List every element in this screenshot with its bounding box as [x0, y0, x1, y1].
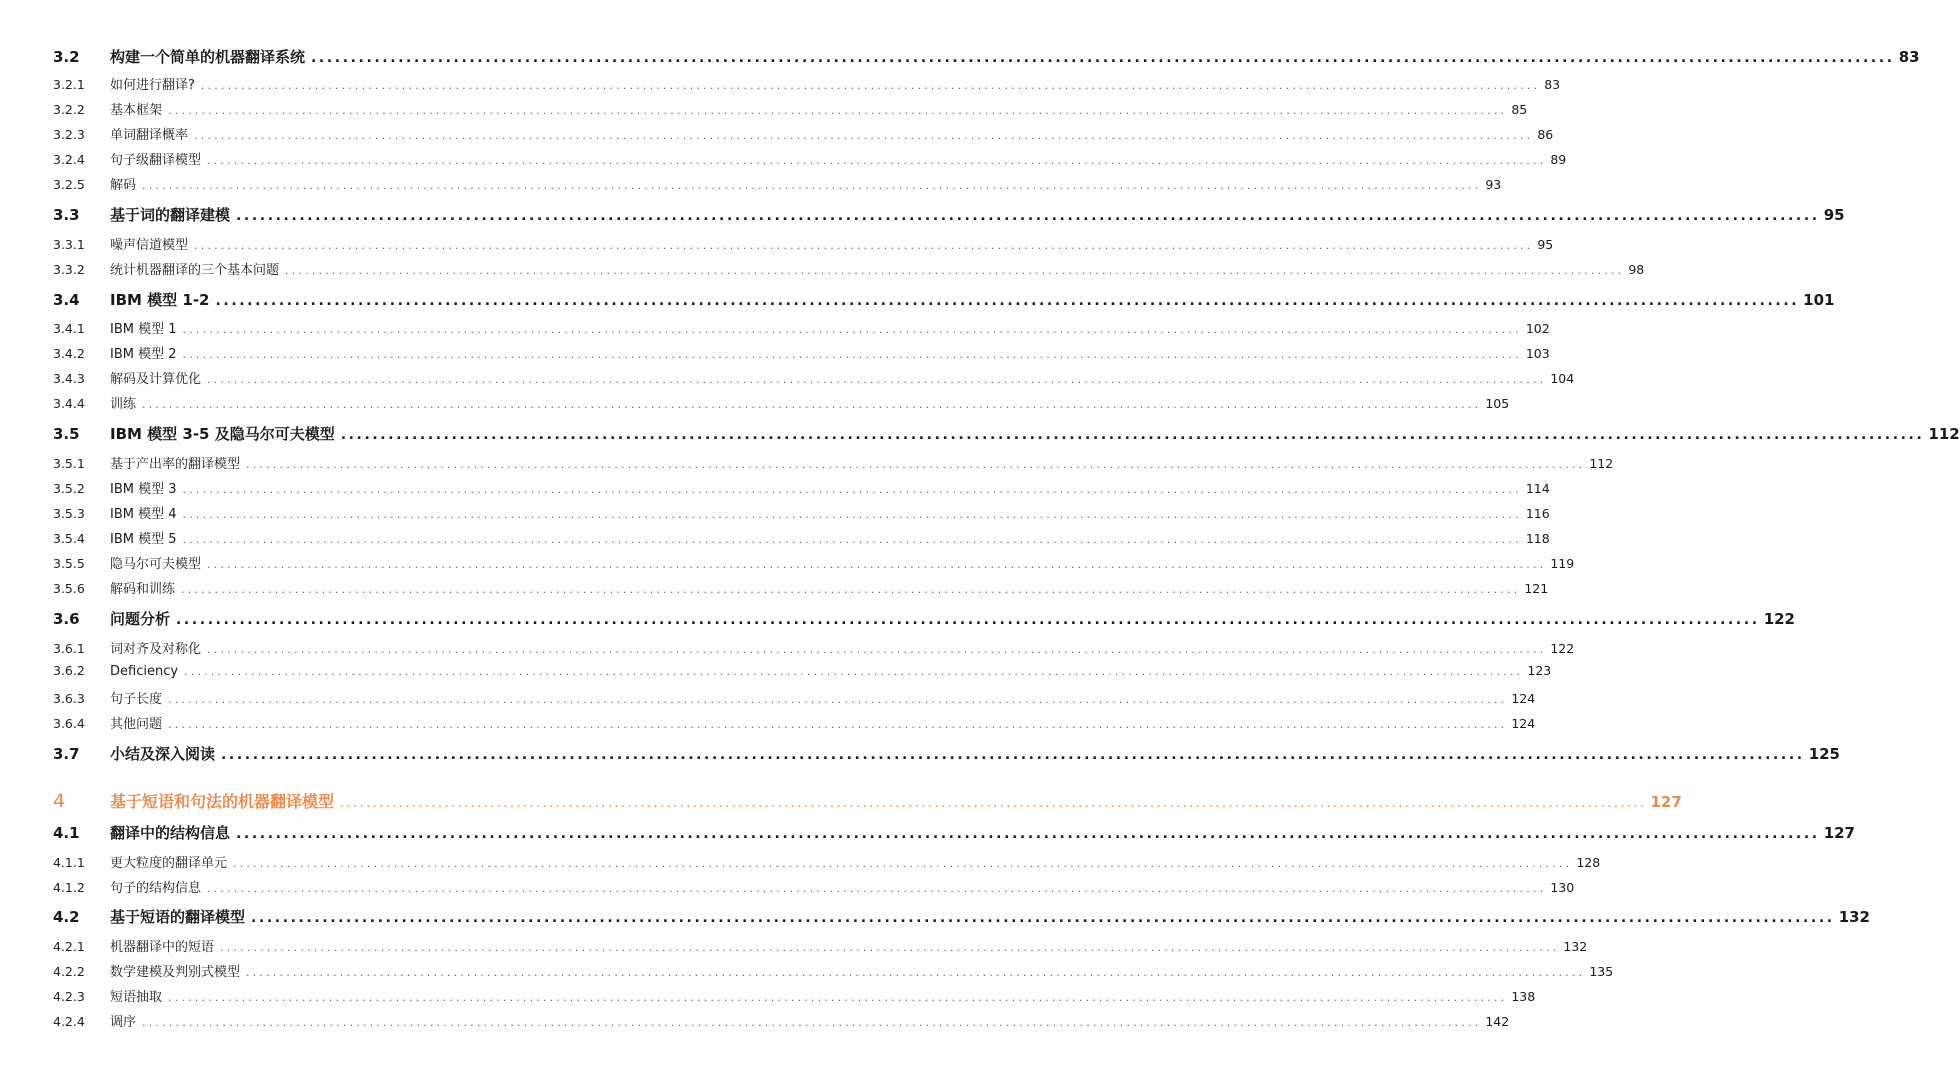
toc-entry-page-number: 124	[1511, 691, 1536, 706]
toc-entry-title: 词对齐及对称化	[110, 642, 202, 657]
toc-entry-page-number: 142	[1485, 1014, 1510, 1029]
toc-entry-page-number: 89	[1550, 152, 1567, 167]
toc-entry-number: 4.2	[53, 908, 80, 926]
toc-entry-sub[interactable]	[53, 553, 1575, 572]
toc-entry-sec[interactable]	[53, 204, 1845, 224]
toc-entry-number: 3.6	[53, 610, 80, 628]
toc-entry-number: 3.6.2	[53, 663, 85, 678]
toc-entry-number: 3.5	[53, 425, 80, 443]
toc-entry-title: 噪声信道模型	[110, 238, 189, 253]
toc-entry-title: IBM 模型 1	[110, 322, 177, 337]
toc-entry-title: IBM 模型 1-2	[110, 291, 210, 309]
toc-entry-title: 翻译中的结构信息	[110, 824, 231, 842]
dot-leader: ........................................................................................................................................................................................................	[142, 398, 1482, 411]
toc-entry-title: 解码及计算优化	[110, 372, 202, 387]
toc-entry-sub[interactable]	[53, 174, 1502, 193]
toc-entry-page-number: 132	[1563, 939, 1588, 954]
toc-entry-title: IBM 模型 4	[110, 507, 177, 522]
toc-entry-sub[interactable]	[53, 638, 1575, 657]
dot-leader: ........................................................................................................................................................................................................	[236, 826, 1820, 842]
toc-entry-sub[interactable]	[53, 343, 1550, 362]
toc-entry-page-number: 98	[1628, 262, 1645, 277]
dot-leader: ........................................................................................................................................................................................................	[194, 129, 1534, 142]
dot-leader: ........................................................................................................................................................................................................	[142, 179, 1482, 192]
toc-entry-title: IBM 模型 3-5 及隐马尔可夫模型	[110, 425, 335, 443]
toc-entry-number: 3.4.2	[53, 346, 85, 361]
toc-entry-number: 3.6.3	[53, 691, 85, 706]
toc-entry-title: 基本框架	[110, 103, 163, 118]
toc-entry-sub[interactable]	[53, 578, 1549, 597]
toc-entry-number: 3.4.1	[53, 321, 85, 336]
toc-entry-page-number: 112	[1589, 456, 1614, 471]
toc-entry-page-number: 132	[1838, 908, 1870, 926]
toc-entry-number: 3.6.4	[53, 716, 85, 731]
toc-entry-sec[interactable]	[53, 906, 1870, 926]
toc-entry-sub[interactable]	[53, 713, 1536, 732]
toc-entry-sec[interactable]	[53, 743, 1840, 763]
toc-entry-sub[interactable]	[53, 986, 1536, 1005]
toc-entry-page-number: 127	[1650, 793, 1682, 811]
toc-entry-title: 调序	[110, 1015, 137, 1030]
toc-entry-page-number: 125	[1808, 745, 1840, 763]
dot-leader: ........................................................................................................................................................................................................	[236, 208, 1820, 224]
dot-leader: ........................................................................................................................................................................................................	[233, 857, 1573, 870]
dot-leader: ........................................................................................................................................................................................................	[251, 910, 1835, 926]
toc-entry-sub[interactable]	[53, 318, 1550, 337]
toc-entry-title: 更大粒度的翻译单元	[110, 856, 228, 871]
dot-leader: ........................................................................................................................................................................................................	[246, 458, 1586, 471]
toc-entry-number: 3.3.1	[53, 237, 85, 252]
toc-entry-title: Deficiency	[110, 664, 179, 679]
toc-entry-sub[interactable]	[53, 528, 1550, 547]
toc-entry-number: 3.5.2	[53, 481, 85, 496]
dot-leader: ........................................................................................................................................................................................................	[311, 50, 1895, 66]
toc-entry-number: 3.5.5	[53, 556, 85, 571]
toc-entry-page-number: 105	[1485, 396, 1510, 411]
toc-entry-page-number: 95	[1823, 206, 1845, 224]
toc-entry-number: 4.1.2	[53, 880, 85, 895]
dot-leader: ........................................................................................................................................................................................................	[182, 323, 1522, 336]
toc-entry-page-number: 83	[1898, 48, 1920, 66]
toc-entry-sub[interactable]	[53, 234, 1554, 253]
toc-entry-title: 句子级翻译模型	[110, 153, 202, 168]
toc-entry-number: 4.2.2	[53, 964, 85, 979]
dot-leader: ........................................................................................................................................................................................................	[207, 558, 1547, 571]
toc-entry-page-number: 104	[1550, 371, 1575, 386]
toc-entry-number: 3.6.1	[53, 641, 85, 656]
toc-entry-sub[interactable]	[53, 149, 1567, 168]
toc-entry-title: 其他问题	[110, 717, 163, 732]
toc-entry-sub[interactable]	[53, 453, 1614, 472]
dot-leader: ........................................................................................................................................................................................................	[182, 483, 1522, 496]
toc-entry-page-number: 83	[1544, 77, 1561, 92]
toc-entry-number: 3.2.4	[53, 152, 85, 167]
toc-entry-title: 数学建模及判别式模型	[110, 965, 241, 980]
dot-leader: ........................................................................................................................................................................................................	[207, 373, 1547, 386]
toc-entry-sec[interactable]	[53, 46, 1920, 66]
toc-entry-sub[interactable]	[53, 877, 1575, 896]
toc-entry-title: 句子的结构信息	[110, 881, 202, 896]
dot-leader: ........................................................................................................................................................................................................	[207, 882, 1547, 895]
toc-entry-title: 短语抽取	[110, 990, 163, 1005]
toc-entry-page-number: 116	[1525, 506, 1550, 521]
toc-entry-title: 句子长度	[110, 692, 163, 707]
toc-entry-title: 基于词的翻译建模	[110, 206, 231, 224]
toc-entry-title: 解码和训练	[110, 582, 176, 597]
toc-entry-page-number: 121	[1524, 581, 1549, 596]
dot-leader: ........................................................................................................................................................................................................	[182, 348, 1522, 361]
toc-entry-number: 4.2.3	[53, 989, 85, 1004]
toc-entry-number: 4.1	[53, 824, 80, 842]
toc-entry-number: 3.2	[53, 48, 80, 66]
toc-entry-number: 3.2.2	[53, 102, 85, 117]
dot-leader: ........................................................................................................................................................................................................	[215, 293, 1800, 309]
toc-entry-sub[interactable]	[53, 688, 1536, 707]
toc-entry-page-number: 103	[1525, 346, 1550, 361]
toc-entry-page-number: 130	[1550, 880, 1575, 895]
dot-leader: ........................................................................................................................................................................................................	[221, 747, 1805, 763]
toc-entry-page-number: 114	[1525, 481, 1550, 496]
toc-entry-sub[interactable]	[53, 852, 1601, 871]
toc-entry-number: 4.2.1	[53, 939, 85, 954]
toc-entry-sec[interactable]	[53, 423, 1960, 443]
toc-entry-title: 构建一个简单的机器翻译系统	[110, 48, 306, 66]
toc-entry-sub[interactable]	[53, 393, 1510, 412]
dot-leader: ........................................................................................................................................................................................................	[207, 643, 1547, 656]
toc-entry-title: 如何进行翻译?	[110, 78, 195, 93]
dot-leader: ........................................................................................................................................................................................................	[168, 104, 1508, 117]
dot-leader: ........................................................................................................................................................................................................	[200, 79, 1541, 92]
toc-entry-title: 解码	[110, 178, 137, 193]
dot-leader: ........................................................................................................................................................................................................	[184, 665, 1524, 678]
toc-entry-number: 3.7	[53, 745, 80, 763]
toc-entry-number: 3.5.1	[53, 456, 85, 471]
toc-entry-title: IBM 模型 5	[110, 532, 177, 547]
toc-entry-page-number: 118	[1525, 531, 1550, 546]
toc-entry-sub[interactable]	[53, 259, 1645, 278]
toc-entry-page-number: 86	[1537, 127, 1554, 142]
toc-entry-page-number: 102	[1525, 321, 1550, 336]
toc-entry-number: 3.4.4	[53, 396, 85, 411]
toc-entry-sub[interactable]	[53, 124, 1554, 143]
toc-entry-page-number: 119	[1550, 556, 1575, 571]
toc-entry-title: 基于短语和句法的机器翻译模型	[110, 792, 335, 811]
toc-entry-title: IBM 模型 3	[110, 482, 177, 497]
dot-leader: ........................................................................................................................................................................................................	[246, 966, 1586, 979]
dot-leader: ........................................................................................................................................................................................................	[285, 264, 1625, 277]
dot-leader: ........................................................................................................................................................................................................	[176, 612, 1760, 628]
toc-entry-number: 4	[53, 790, 66, 812]
toc-entry-title: 隐马尔可夫模型	[110, 557, 202, 572]
dot-leader: ........................................................................................................................................................................................................	[181, 583, 1521, 596]
toc-entry-title: 基于短语的翻译模型	[110, 908, 246, 926]
dot-leader: ........................................................................................................................................................................................................	[168, 991, 1508, 1004]
toc-entry-number: 3.5.3	[53, 506, 85, 521]
toc-entry-page-number: 135	[1589, 964, 1614, 979]
toc-entry-page-number: 123	[1527, 663, 1552, 678]
toc-entry-title: 训练	[110, 397, 137, 412]
toc-entry-page-number: 138	[1511, 989, 1536, 1004]
toc-entry-title: 小结及深入阅读	[110, 745, 216, 763]
dot-leader: ........................................................................................................................................................................................................	[340, 796, 1647, 811]
toc-entry-sub[interactable]	[53, 74, 1561, 93]
toc-entry-number: 4.2.4	[53, 1014, 85, 1029]
toc-entry-page-number: 127	[1823, 824, 1855, 842]
toc-entry-sec[interactable]	[53, 608, 1795, 628]
dot-leader: ........................................................................................................................................................................................................	[207, 154, 1547, 167]
toc-entry-title: 问题分析	[110, 610, 171, 628]
toc-entry-sub[interactable]	[53, 368, 1575, 387]
toc-entry-number: 3.4	[53, 291, 80, 309]
toc-entry-number: 3.4.3	[53, 371, 85, 386]
toc-entry-page-number: 124	[1511, 716, 1536, 731]
toc-entry-page-number: 128	[1576, 855, 1601, 870]
toc-entry-page-number: 93	[1485, 177, 1502, 192]
toc-entry-sub[interactable]	[53, 503, 1550, 522]
dot-leader: ........................................................................................................................................................................................................	[194, 239, 1534, 252]
toc-entry-sub[interactable]	[53, 961, 1614, 980]
dot-leader: ........................................................................................................................................................................................................	[182, 508, 1522, 521]
toc-entry-number: 3.5.6	[53, 581, 85, 596]
toc-entry-number: 3.5.4	[53, 531, 85, 546]
toc-entry-title: 统计机器翻译的三个基本问题	[110, 263, 280, 278]
toc-entry-page-number: 101	[1803, 291, 1835, 309]
toc-entry-page-number: 112	[1928, 425, 1960, 443]
dot-leader: ........................................................................................................................................................................................................	[220, 941, 1560, 954]
dot-leader: ........................................................................................................................................................................................................	[168, 693, 1508, 706]
toc-entry-number: 3.2.3	[53, 127, 85, 142]
dot-leader: ........................................................................................................................................................................................................	[142, 1016, 1482, 1029]
toc-entry-number: 3.3.2	[53, 262, 85, 277]
toc-entry-sub[interactable]	[53, 663, 1552, 681]
toc-entry-page-number: 122	[1763, 610, 1795, 628]
toc-entry-page-number: 95	[1537, 237, 1554, 252]
toc-entry-sub[interactable]	[53, 936, 1588, 955]
toc-entry-title: 机器翻译中的短语	[110, 940, 215, 955]
toc-entry-sec[interactable]	[53, 822, 1855, 842]
toc-entry-number: 4.1.1	[53, 855, 85, 870]
toc-entry-sec[interactable]	[53, 289, 1835, 309]
dot-leader: ........................................................................................................................................................................................................	[182, 533, 1522, 546]
dot-leader: ........................................................................................................................................................................................................	[340, 427, 1925, 443]
toc-entry-sub[interactable]	[53, 99, 1528, 118]
toc-entry-page-number: 85	[1511, 102, 1528, 117]
toc-entry-title: IBM 模型 2	[110, 347, 177, 362]
toc-entry-number: 3.3	[53, 206, 80, 224]
toc-entry-title: 单词翻译概率	[110, 128, 189, 143]
dot-leader: ........................................................................................................................................................................................................	[168, 718, 1508, 731]
toc-entry-sub[interactable]	[53, 478, 1550, 497]
toc-entry-sub[interactable]	[53, 1011, 1510, 1030]
toc-entry-page-number: 122	[1550, 641, 1575, 656]
toc-entry-number: 3.2.5	[53, 177, 85, 192]
toc-entry-number: 3.2.1	[53, 77, 85, 92]
toc-entry-title: 基于产出率的翻译模型	[110, 457, 241, 472]
toc-entry-chap[interactable]	[53, 789, 1682, 812]
